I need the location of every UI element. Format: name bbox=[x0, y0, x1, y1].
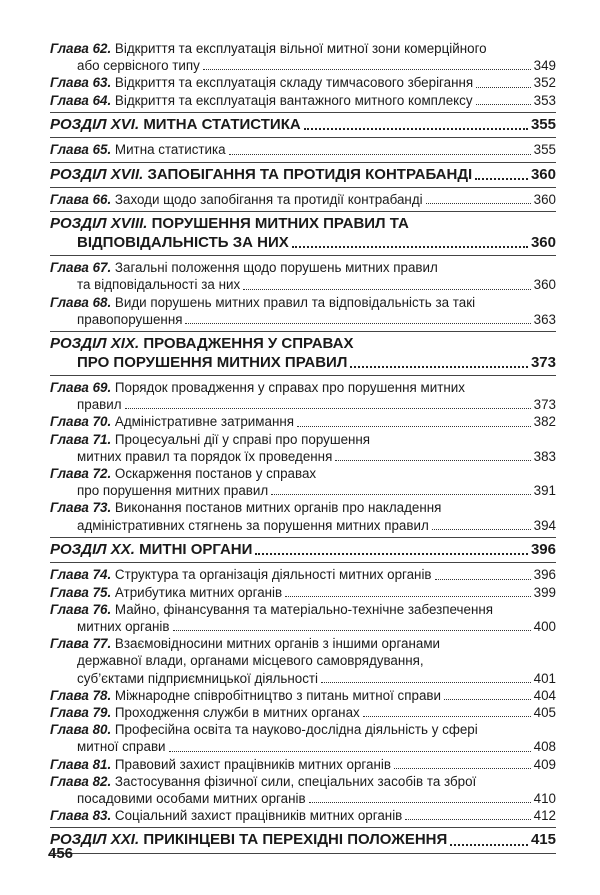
chapter-title: митних правил та порядок їх проведення bbox=[77, 448, 333, 464]
page-ref[interactable]: 396 bbox=[530, 540, 556, 558]
page-ref[interactable]: 373 bbox=[530, 353, 556, 371]
toc-line bbox=[50, 635, 556, 652]
chapter-title: Атрибутика митних органів bbox=[114, 584, 283, 600]
chapter-title: Виконання постанов митних органів про накладення bbox=[114, 500, 442, 516]
toc-line bbox=[50, 584, 556, 601]
dot-leader bbox=[405, 819, 530, 820]
chapter-entry[interactable] bbox=[50, 141, 556, 158]
toc-line bbox=[50, 517, 556, 534]
dot-leader bbox=[271, 494, 530, 495]
toc-line bbox=[50, 191, 556, 208]
toc-line bbox=[50, 92, 556, 109]
chapter-label: Глава 76. bbox=[50, 601, 112, 617]
section-label: РОЗДІЛ XVIII. bbox=[50, 215, 148, 233]
page-ref[interactable]: 373 bbox=[533, 397, 556, 413]
page-ref[interactable]: 405 bbox=[533, 704, 556, 720]
section-divider bbox=[50, 187, 556, 188]
dot-leader bbox=[125, 408, 531, 409]
chapter-entry[interactable] bbox=[50, 721, 556, 755]
toc-line bbox=[50, 687, 556, 704]
chapter-label: Глава 70. bbox=[50, 414, 112, 430]
chapter-entry[interactable] bbox=[50, 191, 556, 208]
section-title: ПРИКІНЦЕВІ ТА ПЕРЕХІДНІ ПОЛОЖЕННЯ bbox=[143, 831, 448, 849]
section-divider bbox=[50, 331, 556, 332]
dot-leader bbox=[297, 426, 531, 427]
page-ref[interactable]: 400 bbox=[533, 618, 556, 634]
dot-leader bbox=[173, 630, 531, 631]
toc-line bbox=[50, 465, 556, 482]
chapter-title: Заходи щодо запобігання та протидії контрабанді bbox=[114, 192, 423, 208]
chapter-entry[interactable] bbox=[50, 704, 556, 721]
chapter-title: Загальні положення щодо порушень митних правил bbox=[114, 260, 438, 276]
page-ref[interactable]: 394 bbox=[533, 517, 556, 533]
dot-leader bbox=[476, 87, 531, 88]
toc-line bbox=[50, 566, 556, 583]
section-entry[interactable] bbox=[50, 831, 556, 850]
toc-line bbox=[50, 721, 556, 738]
section-entry[interactable] bbox=[50, 116, 556, 135]
section-divider bbox=[50, 562, 556, 563]
section-entry[interactable] bbox=[50, 215, 556, 252]
toc-line bbox=[50, 756, 556, 773]
dot-leader bbox=[435, 579, 531, 580]
toc-line bbox=[50, 166, 556, 185]
page-ref[interactable]: 349 bbox=[533, 58, 556, 74]
section-divider bbox=[50, 537, 556, 538]
page-ref[interactable]: 363 bbox=[533, 311, 556, 327]
chapter-title: правопорушення bbox=[77, 311, 183, 327]
page-ref[interactable]: 360 bbox=[533, 277, 556, 293]
dot-leader bbox=[292, 246, 528, 248]
toc-line bbox=[50, 541, 556, 560]
chapter-title: адміністративних стягнень за порушення митних правил bbox=[77, 517, 429, 533]
chapter-entry[interactable] bbox=[50, 584, 556, 601]
toc-line bbox=[50, 74, 556, 91]
section-divider bbox=[50, 827, 556, 828]
section-entry[interactable] bbox=[50, 541, 556, 560]
page-ref[interactable]: 355 bbox=[533, 142, 556, 158]
section-entry[interactable] bbox=[50, 335, 556, 372]
page-ref[interactable]: 353 bbox=[533, 92, 556, 108]
chapter-title: Оскарження постанов у справах bbox=[114, 466, 317, 482]
chapter-label: Глава 78. bbox=[50, 687, 112, 703]
page-ref[interactable]: 352 bbox=[533, 75, 556, 91]
toc-line bbox=[50, 57, 556, 74]
chapter-label: Глава 79. bbox=[50, 704, 112, 720]
chapter-label: Глава 75. bbox=[50, 584, 112, 600]
section-label: РОЗДІЛ XIX. bbox=[50, 335, 140, 353]
toc-line bbox=[50, 831, 556, 850]
section-divider bbox=[50, 112, 556, 113]
chapter-title: Застосування фізичної сили, спеціальних засобів та зброї bbox=[114, 773, 477, 789]
page-ref[interactable]: 360 bbox=[533, 192, 556, 208]
chapter-title: Види порушень митних правил та відповідальність за такі bbox=[114, 294, 476, 310]
chapter-label: Глава 65. bbox=[50, 142, 112, 158]
toc-line bbox=[50, 807, 556, 824]
chapter-label: Глава 72. bbox=[50, 466, 112, 482]
dot-leader bbox=[203, 69, 531, 70]
chapter-title: Правовий захист працівників митних органів bbox=[114, 756, 391, 772]
toc-line bbox=[50, 215, 556, 234]
toc-line bbox=[50, 790, 556, 807]
section-divider bbox=[50, 137, 556, 138]
chapter-title: Взаємовідносини митних органів з іншими органами bbox=[114, 636, 441, 652]
chapter-label: Глава 66. bbox=[50, 192, 112, 208]
chapter-label: Глава 64. bbox=[50, 92, 112, 108]
chapter-title: державної влади, органами місцевого самоврядування, bbox=[77, 653, 424, 669]
page-ref[interactable]: 360 bbox=[530, 233, 556, 251]
chapter-label: Глава 83. bbox=[50, 808, 112, 824]
dot-leader bbox=[363, 716, 531, 717]
chapter-label: Глава 77. bbox=[50, 636, 112, 652]
chapter-entry[interactable] bbox=[50, 687, 556, 704]
chapter-title: Відкриття та експлуатація вантажного митного комплексу bbox=[114, 92, 473, 108]
section-label: РОЗДІЛ XXI. bbox=[50, 831, 140, 849]
dot-leader bbox=[432, 529, 531, 530]
chapter-label: Глава 81. bbox=[50, 756, 112, 772]
page-ref[interactable]: 396 bbox=[533, 567, 556, 583]
toc-line bbox=[50, 413, 556, 430]
chapter-title: або сервісного типу bbox=[77, 58, 200, 74]
chapter-entry[interactable] bbox=[50, 465, 556, 499]
chapter-label: Глава 74. bbox=[50, 567, 112, 583]
page-ref[interactable]: 412 bbox=[533, 808, 556, 824]
toc-line bbox=[50, 294, 556, 311]
toc-line bbox=[50, 652, 556, 669]
chapter-title: Структура та організація діяльності митних органів bbox=[114, 567, 432, 583]
chapter-entry[interactable] bbox=[50, 601, 556, 635]
page-number: 456 bbox=[48, 845, 74, 862]
chapter-title: Порядок провадження у справах про порушення митних bbox=[114, 380, 465, 396]
chapter-label: Глава 67. bbox=[50, 260, 112, 276]
toc-line bbox=[50, 499, 556, 516]
dot-leader bbox=[321, 682, 531, 683]
page-ref[interactable]: 383 bbox=[533, 448, 556, 464]
chapter-title: Адміністративне затримання bbox=[114, 414, 294, 430]
chapter-title: Майно, фінансування та матеріально-технічне забезпечення bbox=[114, 601, 493, 617]
dot-leader bbox=[229, 154, 531, 155]
section-label: РОЗДІЛ XVII. bbox=[50, 165, 144, 183]
toc-line bbox=[50, 704, 556, 721]
page-ref[interactable]: 409 bbox=[533, 756, 556, 772]
toc-line bbox=[50, 379, 556, 396]
chapter-title: суб’єктами підприємницької діяльності bbox=[77, 670, 319, 686]
section-divider bbox=[50, 162, 556, 163]
chapter-title: та відповідальності за них bbox=[77, 277, 241, 293]
toc-line bbox=[50, 670, 556, 687]
toc-line bbox=[50, 773, 556, 790]
section-label: РОЗДІЛ XVI. bbox=[50, 115, 140, 133]
toc-line bbox=[50, 141, 556, 158]
chapter-label: Глава 68. bbox=[50, 294, 112, 310]
chapter-entry[interactable] bbox=[50, 379, 556, 413]
dot-leader bbox=[304, 128, 528, 130]
dot-leader bbox=[350, 366, 528, 368]
page-ref[interactable]: 404 bbox=[533, 687, 556, 703]
dot-leader bbox=[444, 699, 531, 700]
dot-leader bbox=[243, 289, 531, 290]
dot-leader bbox=[475, 178, 528, 180]
table-of-contents bbox=[50, 40, 556, 857]
chapter-entry[interactable] bbox=[50, 756, 556, 773]
toc-line bbox=[50, 482, 556, 499]
chapter-title: Соціальний захист працівників митних органів bbox=[114, 808, 403, 824]
chapter-title: Міжнародне співробітництво з питань митної справи bbox=[114, 687, 441, 703]
chapter-title: митної справи bbox=[77, 739, 166, 755]
toc-line bbox=[50, 335, 556, 354]
toc-line bbox=[50, 311, 556, 328]
section-divider bbox=[50, 211, 556, 212]
toc-line bbox=[50, 601, 556, 618]
chapter-title: митних органів bbox=[77, 618, 170, 634]
page-ref[interactable]: 415 bbox=[530, 831, 556, 849]
dot-leader bbox=[185, 323, 530, 324]
section-entry[interactable] bbox=[50, 166, 556, 185]
toc-line bbox=[50, 234, 556, 253]
chapter-entry[interactable] bbox=[50, 807, 556, 824]
dot-leader bbox=[169, 751, 531, 752]
page-ref[interactable]: 360 bbox=[530, 165, 556, 183]
chapter-title: Відкриття та експлуатація складу тимчасового зберігання bbox=[114, 75, 474, 91]
section-label: РОЗДІЛ XX. bbox=[50, 540, 135, 558]
page-ref[interactable]: 401 bbox=[533, 670, 556, 686]
chapter-label: Глава 82. bbox=[50, 773, 112, 789]
toc-line bbox=[50, 116, 556, 135]
chapter-title: Професійна освіта та науково-дослідна діяльність у сфері bbox=[114, 722, 478, 738]
section-divider bbox=[50, 375, 556, 376]
dot-leader bbox=[255, 553, 528, 555]
toc-line bbox=[50, 396, 556, 413]
chapter-entry[interactable] bbox=[50, 294, 556, 328]
chapter-entry[interactable] bbox=[50, 92, 556, 109]
toc-line bbox=[50, 259, 556, 276]
toc-line bbox=[50, 40, 556, 57]
chapter-entry[interactable] bbox=[50, 566, 556, 583]
page-ref[interactable]: 355 bbox=[530, 115, 556, 133]
toc-line bbox=[50, 618, 556, 635]
chapter-entry[interactable] bbox=[50, 499, 556, 533]
chapter-label: Глава 71. bbox=[50, 431, 112, 447]
dot-leader bbox=[335, 460, 530, 461]
chapter-title: Відкриття та експлуатація вільної митної зони комерційного bbox=[114, 41, 487, 56]
chapter-title: Митна статистика bbox=[114, 142, 226, 158]
toc-line bbox=[50, 738, 556, 755]
dot-leader bbox=[450, 844, 528, 846]
chapter-label: Глава 62. bbox=[50, 41, 112, 56]
chapter-title: посадовими особами митних органів bbox=[77, 791, 306, 806]
dot-leader bbox=[476, 104, 531, 105]
chapter-entry[interactable] bbox=[50, 40, 556, 74]
page-ref[interactable]: 391 bbox=[533, 483, 556, 499]
chapter-entry[interactable] bbox=[50, 259, 556, 293]
chapter-entry[interactable] bbox=[50, 431, 556, 465]
chapter-title: Проходження служби в митних органах bbox=[114, 704, 360, 720]
chapter-title: Процесуальні дії у справі про порушення bbox=[114, 431, 371, 447]
dot-leader bbox=[285, 596, 531, 597]
section-title: ЗАПОБІГАННЯ ТА ПРОТИДІЯ КОНТРАБАНДІ bbox=[147, 165, 473, 183]
section-title: МИТНА СТАТИСТИКА bbox=[143, 115, 301, 133]
dot-leader bbox=[309, 802, 531, 803]
chapter-label: Глава 80. bbox=[50, 722, 112, 738]
section-divider bbox=[50, 255, 556, 256]
chapter-label: Глава 69. bbox=[50, 380, 112, 396]
page-ref[interactable]: 408 bbox=[533, 739, 556, 755]
toc-line bbox=[50, 276, 556, 293]
section-title: ПРО ПОРУШЕННЯ МИТНИХ ПРАВИЛ bbox=[77, 353, 348, 371]
section-title: ПРОВАДЖЕННЯ У СПРАВАХ bbox=[143, 335, 354, 353]
chapter-entry[interactable] bbox=[50, 413, 556, 430]
section-title: ПОРУШЕННЯ МИТНИХ ПРАВИЛ ТА bbox=[151, 215, 409, 233]
toc-line bbox=[50, 448, 556, 465]
section-divider bbox=[50, 853, 556, 854]
chapter-entry[interactable] bbox=[50, 773, 556, 807]
page-ref[interactable]: 410 bbox=[533, 791, 556, 806]
toc-line bbox=[50, 354, 556, 373]
chapter-label: Глава 73. bbox=[50, 500, 112, 516]
dot-leader bbox=[426, 203, 531, 204]
dot-leader bbox=[394, 768, 531, 769]
page-ref[interactable]: 399 bbox=[533, 584, 556, 600]
toc-line bbox=[50, 431, 556, 448]
chapter-title: про порушення митних правил bbox=[77, 483, 269, 499]
chapter-entry[interactable] bbox=[50, 74, 556, 91]
page-ref[interactable]: 382 bbox=[533, 414, 556, 430]
chapter-entry[interactable] bbox=[50, 635, 556, 687]
section-title: ВІДПОВІДАЛЬНІСТЬ ЗА НИХ bbox=[77, 233, 289, 251]
chapter-title: правил bbox=[77, 397, 122, 413]
chapter-label: Глава 63. bbox=[50, 75, 112, 91]
section-title: МИТНІ ОРГАНИ bbox=[139, 540, 253, 558]
